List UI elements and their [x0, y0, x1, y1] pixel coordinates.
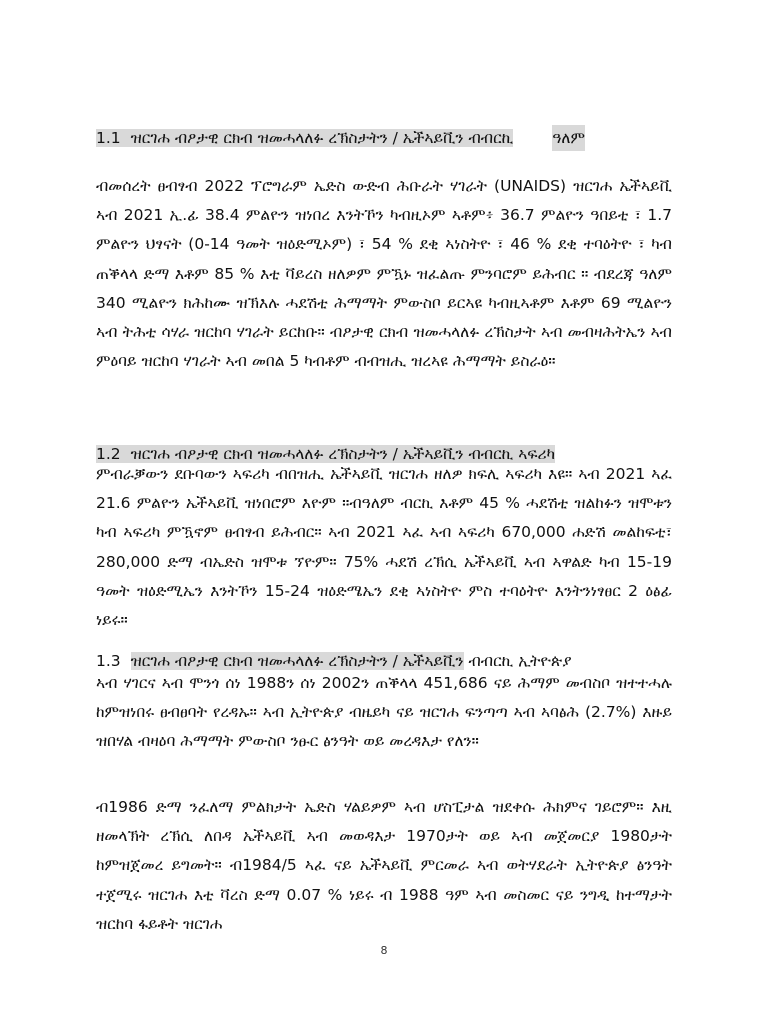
section-title-rest: ብብርኪ ኢትዮጵያ: [463, 652, 572, 670]
section-heading-1-1: [96, 125, 676, 151]
section-body-1-1: ብመሰረት ፀብፃብ 2022 ፕሮግራም ኤድስ ውድብ ሕቡራት ሃገራት (UNAIDS) ዝርገሐ ኤችኣይቪ ኣብ 2021 ኢ.ፊ 38.4 ምልዮን ዝነበረ እንትኾን ካብዚኦም ኣቶም፥ 36.7 ምልዮን ዓበይቲ ፣ 1.7 ምልዮን ህፃናት (0-14 ዓመት ዝዕድሚኦም) ፣ 54 % ደቂ ኣነስትዮ ፣ 46 % ደቂ ተባዕትዮ ፣ ካብ ጠቕላላ ድማ እቶም 85 % እቲ ቫይረስ ዘለዎም ምዃኑ ዝፈልጡ ምንባሮም ይሕብር ። ብደረጃ ዓለም 340 ሚልዮን ክሕከሙ ዝኽእሉ ሓደሽቲ ሕማማት ምውስቦ ይርኣዩ ካብዚኣቶም እቶም 69 ሚልዮን ኣብ ትሕቲ ሳሃራ ዝርከባ ሃገራት ይርከቡ። ብዖታዊ ርክብ ዝመሓላለፉ ረኽስታት ኣብ መብዛሕትኤን ኣብ ምዕባይ ዝርከባ ሃገራት ኣብ መበል 5 ካብቶም ብብዝሒ ዝረኣዩ ሕማማት ይስራዕ።: [96, 177, 672, 371]
section-number: 1.1: [96, 129, 121, 147]
section-title-highlight: ዝርገሐ ብዖታዊ ርክብ ዝመሓላለፉ ረኽስታትን / ኤችኣይቪን ብብርኪ ኣፍሪካ: [130, 445, 556, 463]
section-title-highlight: ዝርገሐ ብዖታዊ ርክብ ዝመሓላለፉ ረኽስታትን / ኤችኣይቪን ብብርኪ: [130, 129, 514, 147]
section-body-1-3: ኣብ ሃገርና ኣብ ሞንጎ ሰነ 1988ን ሰነ 2002ን ጠቕላላ 451,686 ናይ ሕማም መብስቦ ዝተተሓሉ ከምዝነበሩ ፀብፀባት የረዳኡ። ኣብ ኢትዮጵያ ብዜይካ ናይ ዝርገሐ ፍንጣጣ ኣብ ኣባፅሕ (2.7%) እዙይ ዝበሃል ብዛዕባ ሕማማት ምውስቦ ንፁር ፅንዓት ወይ መረዳእታ የለን።: [96, 674, 672, 751]
section-body-1-2: ምብራቓውን ደቡባውን ኣፍሪካ ብበዝሒ ኤችኣይቪ ዝርገሐ ዘለዎ ክፍሊ ኣፍሪካ እዩ። ኣብ 2021 ኣፈ 21.6 ምልዮን ኤችኣይቪ ዝነበሮም እዮም ።ብዓለም ብርኪ እቶም 45 % ሓደሽቲ ዝልከፉን ዝሞቱን ካብ ኣፍሪካ ምዃኖም ፀብፃብ ይሕብር። ኣብ 2021 ኣፈ ኣብ ኣፍሪካ 670,000 ሐድሽ መልከፍቲ፣ 280,000 ድማ ብኤድስ ዝሞቱ ኘዮም። 75% ሓደሽ ረኽሲ ኤችኣይቪ ኣብ ኣዋልድ ካብ 15-19 ዓመት ዝዕድሚኤን እንትኾን 15-24 ዝዕድሜኤን ደቂ ኣነስትዮ ምስ ተባዕትዮ እንትንነፃፀር 2 ዕፅፊ ነይሩ።: [96, 465, 672, 630]
section-title-rest: ዓለም: [552, 125, 585, 151]
section-number: 1.2: [96, 445, 121, 463]
body-paragraph: ብ1986 ድማ ንፈለማ ምልክታት ኤድስ ሃልይዎም ኣብ ሆስፒታል ዝደቀሱ ሕክምና ገይሮም። እዚ ዘመላኽት ረኽሲ ለበዳ ኤችኣይቪ ኣብ መወዳእታ 1970ታት ወይ ኣብ መጀመርያ 1980ታት ከምዝጀመረ ይግመት። ብ1984/5 ኣፈ ናይ ኤችኣይቪ ምርመራ ኣብ ወትሃደራት ኢትዮጵያ ፅንዓት ተጀሚሩ ዝርገሐ እቲ ቫረስ ድማ 0.07 % ነይሩ ብ 1988 ዓም ኣብ መስመር ናይ ንግዲ ከተማታት ዝርከባ ፋይቶት ዝርገሐ: [96, 798, 672, 933]
section-title-highlight: ዝርገሐ ብዖታዊ ርክብ ዝመሓላለፉ ረኽስታትን / ኤችኣይቪን: [130, 652, 464, 670]
section-number: 1.3: [96, 652, 121, 670]
page-number: 8: [380, 944, 388, 957]
